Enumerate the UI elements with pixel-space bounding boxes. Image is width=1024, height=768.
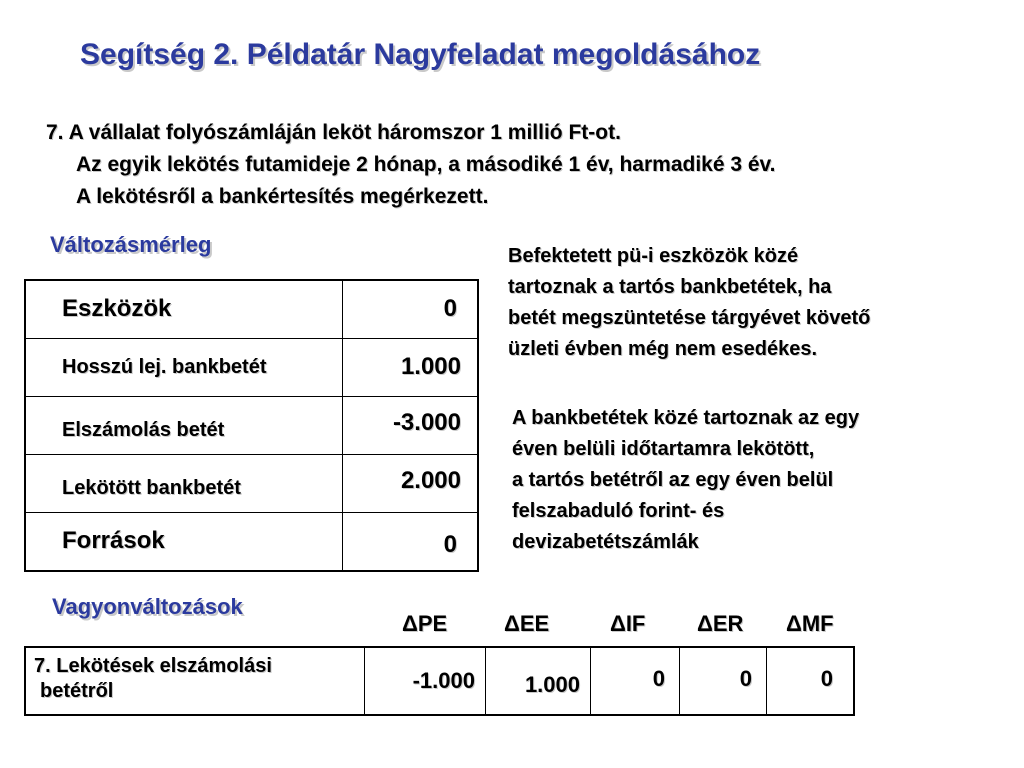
table-row [25, 280, 478, 339]
value-pe: -1.000 [412, 668, 475, 693]
column-header-ee: ΔEE [504, 611, 550, 636]
vagyonvaltozasok-heading: Vagyonváltozások [52, 594, 243, 619]
row-value-forrasok: 0 [443, 531, 457, 558]
row-label-lekotesek [34, 654, 272, 704]
problem-line-2: Az egyik lekötés futamideje 2 hónap, a másodiké 1 év, harmadiké 3 év. [76, 153, 776, 176]
note-line: üzleti évben még nem esedékes. [508, 338, 818, 360]
note-line: felszabaduló forint- és [512, 500, 725, 522]
value-if: 0 [652, 666, 665, 691]
problem-line-3: A lekötésről a bankértesítés megérkezett. [76, 185, 489, 208]
row-value-eszkozok: 0 [443, 295, 457, 322]
note-line: tartoznak a tartós bankbetétek, ha [508, 276, 832, 298]
vagyonvaltozasok-table [24, 646, 855, 716]
note-line: a tartós betétről az egy éven belül [512, 469, 834, 491]
note-bankbetetek [512, 403, 859, 558]
note-line: éven belüli időtartamra lekötött, [512, 438, 815, 460]
valtozasmerleg-table [24, 279, 479, 572]
table-row [25, 647, 854, 715]
row-label-forrasok: Források [62, 527, 165, 554]
row-label-line-2: betétről [40, 680, 114, 702]
row-label-elszamolas-betet: Elszámolás betét [62, 419, 225, 441]
problem-statement [46, 117, 776, 213]
note-line: betét megszüntetése tárgyévet követő [508, 307, 871, 329]
value-ee: 1.000 [524, 672, 580, 697]
note-befektetett [508, 241, 870, 365]
value-er: 0 [739, 666, 752, 691]
note-line: devizabetétszámlák [512, 531, 699, 553]
table-row [25, 339, 478, 397]
row-label-lekotott-bankbetet: Lekötött bankbetét [62, 477, 241, 499]
row-label-line-1: 7. Lekötések elszámolási [34, 655, 272, 677]
row-value-hosszu-lej-bankbetet: 1.000 [400, 353, 461, 380]
note-line: A bankbetétek közé tartoznak az egy [512, 407, 860, 429]
table-row [25, 513, 478, 572]
column-header-if: ΔIF [610, 611, 646, 636]
page-title: Segítség 2. Példatár Nagyfeladat megoldásához [80, 38, 761, 71]
row-label-eszkozok: Eszközök [62, 295, 172, 322]
column-header-pe: ΔPE [402, 611, 448, 636]
value-mf: 0 [820, 666, 833, 691]
row-label-hosszu-lej-bankbetet: Hosszú lej. bankbetét [62, 356, 267, 378]
row-value-elszamolas-betet: -3.000 [392, 409, 461, 436]
valtozasmerleg-heading: Változásmérleg [50, 232, 212, 257]
table-row [25, 397, 478, 455]
column-header-er: ΔER [697, 611, 744, 636]
problem-line-1: 7. A vállalat folyószámláján leköt háromszor 1 millió Ft-ot. [46, 121, 621, 144]
column-header-mf: ΔMF [786, 611, 834, 636]
note-line: Befektetett pü-i eszközök közé [508, 245, 799, 267]
table-row [25, 455, 478, 513]
row-value-lekotott-bankbetet: 2.000 [400, 467, 461, 494]
